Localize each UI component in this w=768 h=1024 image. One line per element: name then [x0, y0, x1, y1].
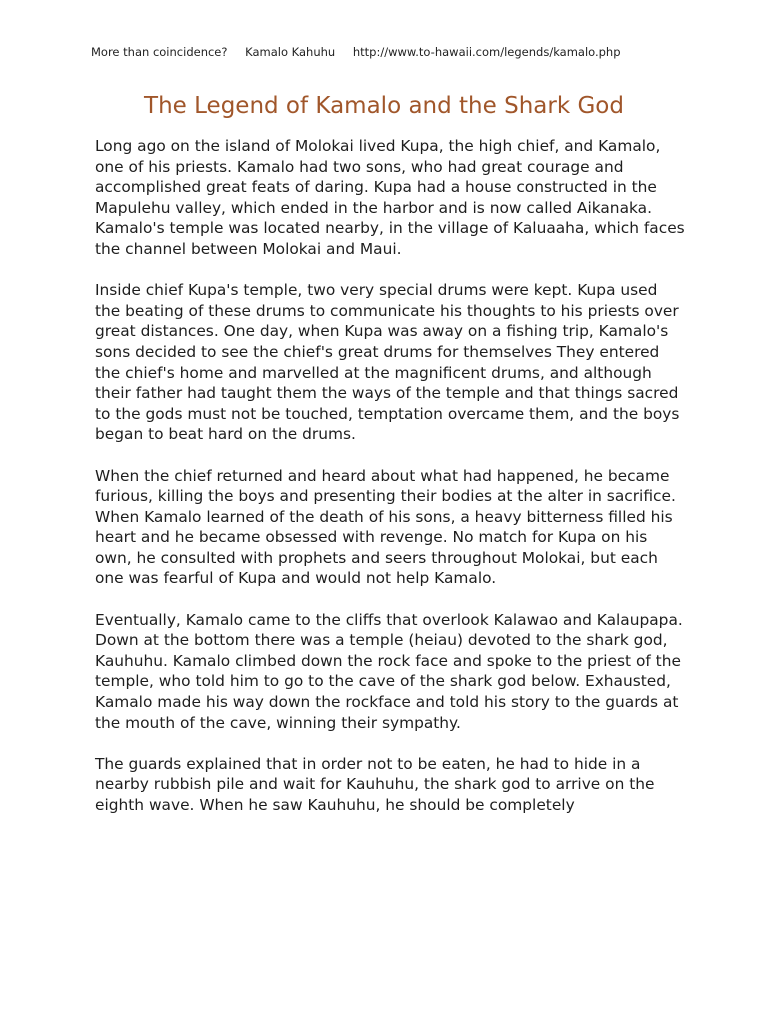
document-body	[95, 136, 685, 836]
header-url: http://www.to-hawaii.com/legends/kamalo.php	[352, 45, 621, 59]
paragraph: Long ago on the island of Molokai lived Kupa, the high chief, and Kamalo, one of his priests. Kamalo had two sons, who had great courage and accomplished great feats of daring. Kupa had a house constructed in the Mapulehu valley, which ended in the harbor and is now called Aikanaka. Kamalo's temple was located nearby, in the village of Kaluaaha, which faces the channel between Molokai and Maui.	[95, 137, 685, 258]
paragraph: The guards explained that in order not to be eaten, he had to hide in a nearby rubbish pile and wait for Kauhuhu, the shark god to arrive on the eighth wave. When he saw Kauhuhu, he should be completely	[95, 754, 655, 814]
header-name: Kamalo Kahuhu	[245, 45, 336, 59]
document-title: The Legend of Kamalo and the Shark God	[144, 93, 624, 119]
paragraph: Eventually, Kamalo came to the cliffs that overlook Kalawao and Kalaupapa. Down at the bottom there was a temple (heiau) devoted to the shark god, Kauhuhu. Kamalo climbed down the rock face and spoke to the priest of the temple, who told him to go to the cave of the shark god below. Exhausted, Kamalo made his way down the rockface and told his story to the guards at the mouth of the cave, winning their sympathy.	[95, 610, 683, 732]
paragraph: Inside chief Kupa's temple, two very special drums were kept. Kupa used the beating of these drums to communicate his thoughts to his priests over great distances. One day, when Kupa was away on a fishing trip, Kamalo's sons decided to see the chief's great drums for themselves They entered the chief's home and marvelled at the magnificent drums, and although their father had taught them the ways of the temple and that things sacred to the gods must not be touched, temptation overcame them, and the boys began to beat hard on the drums.	[95, 281, 680, 444]
paragraph: When the chief returned and heard about what had happened, he became furious, killing the boys and presenting their bodies at the alter in sacrifice. When Kamalo learned of the death of his sons, a heavy bitterness filled his heart and he became obsessed with revenge. No match for Kupa on his own, he consulted with prophets and seers throughout Molokai, but each one was fearful of Kupa and would not help Kamalo.	[95, 466, 676, 588]
header-subtitle: More than coincidence?	[91, 45, 228, 59]
page-header	[91, 45, 691, 59]
